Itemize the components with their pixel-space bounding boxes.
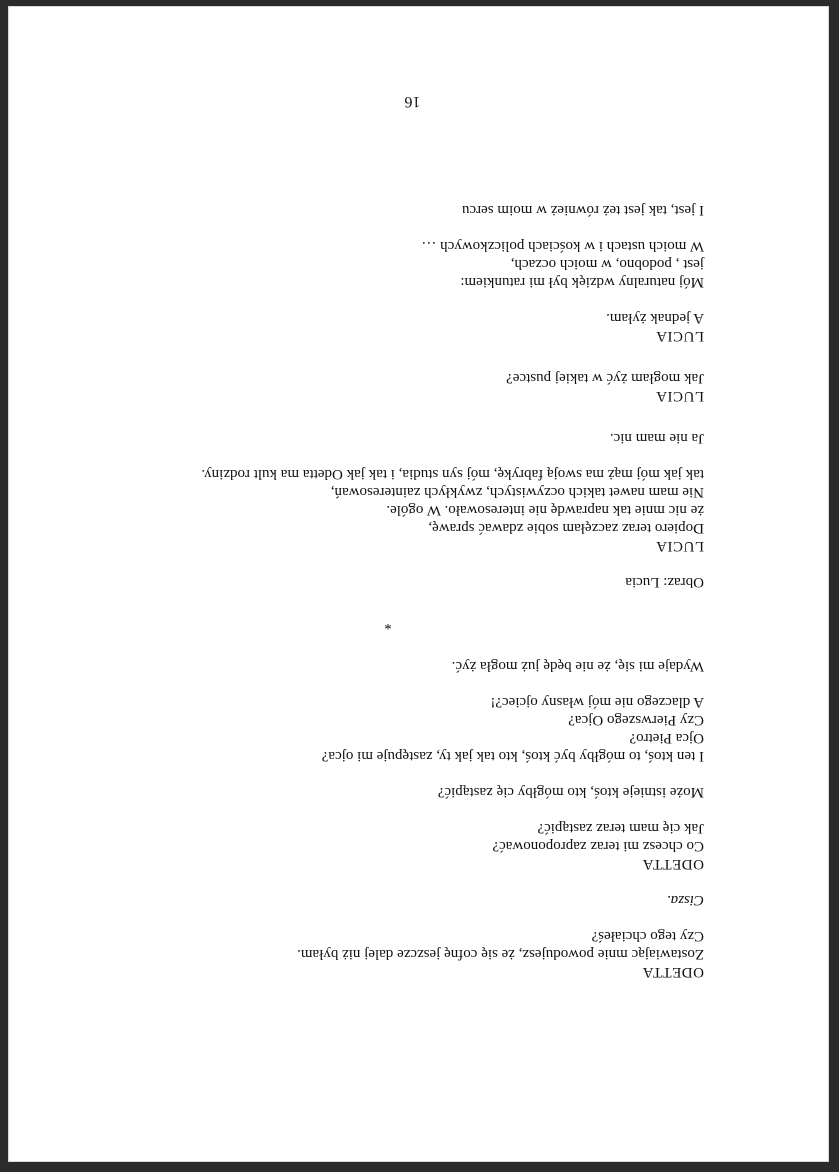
- spacer: [84, 555, 704, 573]
- spacer: [84, 345, 704, 369]
- dialogue-line: I jest, tak jest też również w moim sercu: [461, 202, 704, 218]
- dialogue-block: [84, 693, 704, 765]
- spacer: [84, 765, 704, 783]
- speaker-name: ODETTA: [642, 964, 704, 980]
- speaker-name: ODETTA: [642, 856, 704, 872]
- speaker-name: LUCIA: [655, 388, 704, 404]
- dialogue-line: Wydaje mi się, że nie będę już mogła żyć.: [451, 658, 704, 674]
- spacer: [84, 873, 704, 891]
- dialogue-line: Czy tego chciałeś?: [591, 928, 704, 944]
- spacer: [84, 909, 704, 927]
- dialogue-line: Może istnieje ktoś, kto mógłby cię zastąpić?: [437, 784, 704, 800]
- dialogue-line: Mój naturalny wdzięk był mi ratunkiem:: [460, 274, 704, 290]
- speaker-name: LUCIA: [655, 328, 704, 344]
- upside-down-page-content: [8, 6, 829, 1162]
- dialogue-block: [84, 657, 704, 675]
- spacer: [84, 447, 704, 465]
- dialogue-line: W moich ustach i w kościach policzkowych …: [421, 238, 704, 254]
- dialogue-line: Zostawiając mnie powodujesz, że się cofnę jeszcze dalej niż byłam.: [297, 946, 704, 962]
- dialogue-line: Co chcesz mi teraz zaproponować?: [492, 838, 704, 854]
- stage-direction: Cisza.: [666, 892, 704, 908]
- dialogue-line: jest , podobno, w moich oczach,: [510, 256, 704, 272]
- spacer: [84, 291, 704, 309]
- spacer: [84, 405, 704, 429]
- spacer: [84, 633, 704, 657]
- spacer: [84, 219, 704, 237]
- dialogue-block: [84, 201, 704, 219]
- play-text: [84, 201, 704, 981]
- dialogue-line: Ja nie mam nic.: [609, 430, 704, 446]
- dialogue-block: [84, 783, 704, 801]
- page-number: 16: [404, 93, 421, 110]
- document-page: [8, 6, 829, 1162]
- dialogue-line: A jednak żyłam.: [606, 310, 704, 326]
- section-separator: *: [384, 616, 392, 632]
- dialogue-block: [84, 369, 704, 405]
- dialogue-line: Jak cię mam teraz zastąpić?: [537, 820, 704, 836]
- dialogue-block: [84, 237, 704, 291]
- dialogue-line: Dopiero teraz zaczęłam sobie zdawać sprawę,: [428, 520, 704, 536]
- dialogue-block: [84, 429, 704, 447]
- dialogue-block: [84, 927, 704, 981]
- spacer: [84, 675, 704, 693]
- spacer: [84, 591, 704, 615]
- scene-line: Obraz: Lucia: [625, 574, 704, 590]
- speaker-name: LUCIA: [655, 538, 704, 554]
- dialogue-line: I ten ktoś, to mógłby być ktoś, kto tak jak ty, zastępuje mi ojca?: [321, 748, 704, 764]
- dialogue-line: Jak mogłam żyć w takiej pustce?: [506, 370, 704, 386]
- dialogue-line: Czy Pierwszego Ojca?: [568, 712, 704, 728]
- dialogue-block: [84, 819, 704, 873]
- dialogue-block: [84, 465, 704, 555]
- spacer: [84, 801, 704, 819]
- scene-label: [84, 573, 704, 591]
- dialogue-line: A dlaczego nie mój własny ojciec?!: [490, 694, 704, 710]
- dialogue-block: [84, 309, 704, 345]
- dialogue-line: Nie mam nawet takich oczywistych, zwykłych zainteresowań,: [330, 484, 704, 500]
- dialogue-line: Ojca Pietro?: [629, 730, 704, 746]
- dialogue-line: tak jak mój mąż ma swoją fabrykę, mój syn studia, i tak jak Odetta ma kult rodziny.: [201, 466, 704, 482]
- dialogue-line: że nic mnie tak naprawdę nie interesowało. W ogóle.: [386, 502, 704, 518]
